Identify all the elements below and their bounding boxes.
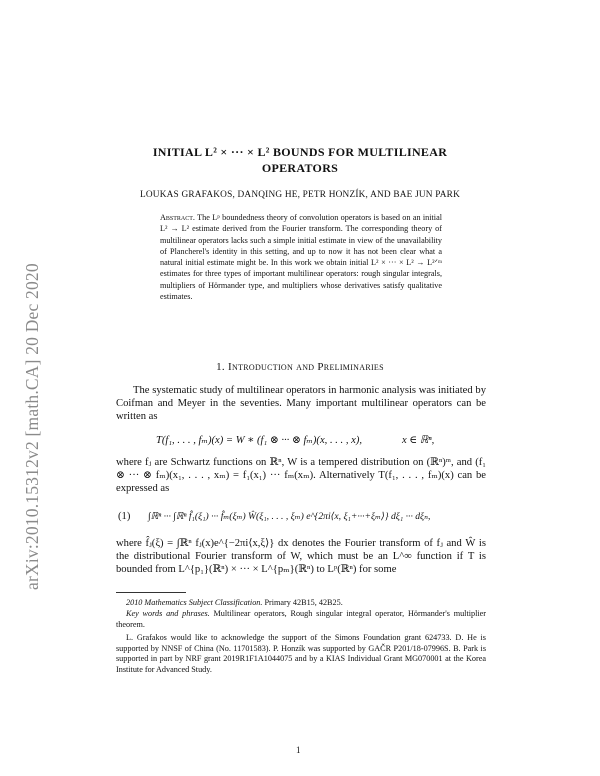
footnote-msc-text: Primary 42B15, 42B25. bbox=[262, 598, 343, 607]
equation-number: (1) bbox=[118, 511, 131, 522]
footnote-keywords-label: Key words and phrases. bbox=[126, 609, 210, 618]
title-line-1: INITIAL L² × ··· × L² BOUNDS FOR MULTILINEAR bbox=[152, 145, 448, 159]
equation-T: T(f₁, . . . , fₘ)(x) = W ∗ (f₁ ⊗ ··· ⊗ fₘ)(x, . . . , x), bbox=[156, 435, 363, 446]
paragraph-definitions: where fⱼ are Schwartz functions on ℝⁿ, W is a tempered distribution on (ℝⁿ)ᵐ, and (f₁ ⊗ ··· ⊗ fₘ)(x₁, . . . , xₘ) = f₁(x₁) ··· fₘ(xₘ). Alternatively T(f₁, . . . , fₘ)(x) can be expressed as bbox=[116, 457, 486, 495]
footnote-msc-label: 2010 Mathematics Subject Classification. bbox=[126, 598, 263, 607]
abstract-text: The Lᵖ boundedness theory of convolution operators is based on an initial L² → L² estimate derived from the Fourier transform. The corresponding theory of multilinear operators lacks such a simple initial estimate in view of the unavailability of Plancherel's identity in this setting, and up to now it has not been clear what a natural initial estimate might be. In this work we obtain initial L² × ··· × L² → L²ᐟᵐ estimates for three types of important multilinear operators: rough singular integrals, multipliers of Hörmander type, and multipliers whose derivatives satisfy qualitative estimates. bbox=[160, 213, 442, 302]
paragraph-intro: The systematic study of multilinear operators in harmonic analysis was initiated by Coifman and Meyer in the seventies. Many important multilinear operators can be written as bbox=[116, 385, 486, 423]
footnote-keywords-text: Multilinear operators, Rough singular integral operator, Hörmander's multiplier theorem. bbox=[116, 609, 487, 629]
abstract-label: Abstract. bbox=[160, 213, 195, 222]
paragraph-fourier: where f̂ⱼ(ξ) = ∫ℝⁿ fⱼ(x)e^{−2πi⟨x,ξ⟩} dx denotes the Fourier transform of fⱼ and Ŵ is the distributional Fourier transform of W, which must be an L^∞ function if T is bounded from L^{p₁}(ℝⁿ) × ··· × L^{pₘ}(ℝⁿ) to Lᵖ(ℝⁿ) for some bbox=[116, 538, 486, 576]
section-heading: 1. Introduction and Preliminaries bbox=[216, 361, 384, 373]
page-number: 1 bbox=[296, 745, 301, 755]
arxiv-identifier: arXiv:2010.15312v2 [math.CA] 20 Dec 2020 bbox=[22, 263, 42, 590]
equation-1: ∫ℝⁿ ··· ∫ℝⁿ f̂₁(ξ₁) ··· f̂ₘ(ξₘ) Ŵ(ξ₁, . . . , ξₘ) e^{2πi⟨x, ξ₁+···+ξₘ⟩} dξ₁ ··· dξₙ, bbox=[148, 511, 431, 522]
paper-title bbox=[100, 144, 500, 176]
abstract bbox=[160, 212, 442, 302]
author-list: LOUKAS GRAFAKOS, DANQING HE, PETR HONZÍK, AND BAE JUN PARK bbox=[140, 190, 460, 200]
footnote-keywords bbox=[116, 609, 486, 630]
footnote-rule bbox=[116, 592, 186, 593]
footnote-msc bbox=[116, 598, 486, 609]
title-line-2: OPERATORS bbox=[261, 161, 339, 175]
equation-T-condition: x ∈ ℝⁿ, bbox=[402, 435, 435, 446]
footnote-support: L. Grafakos would like to acknowledge the support of the Simons Foundation grant 624733. D. He is supported by NNSF of China (No. 11701583). P. Honzík was supported by GAČR P201/18-07996S. B. Park is supported in part by NRF grant 2019R1F1A1044075 and by a KIAS Individual Grant MG070001 at the Korea Institute for Advanced Study. bbox=[116, 633, 486, 674]
